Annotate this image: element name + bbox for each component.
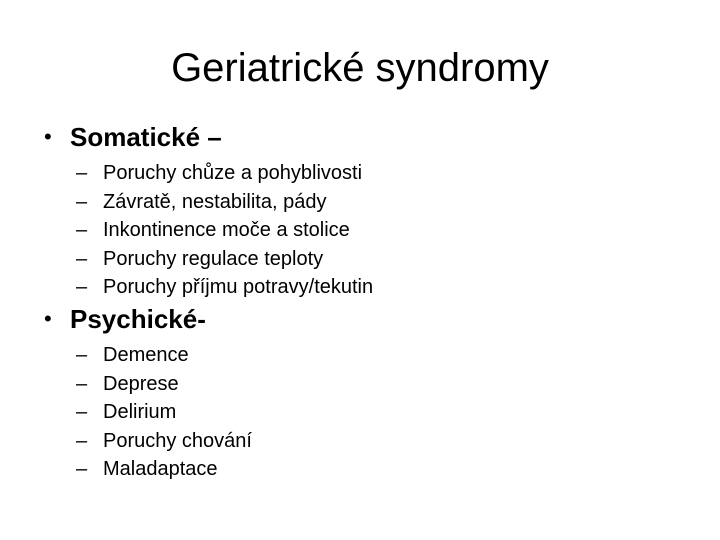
section-heading-label: Psychické- (70, 304, 206, 334)
section-heading (44, 121, 373, 153)
list-item (76, 398, 252, 427)
list-item (76, 370, 252, 399)
list-item (76, 273, 373, 302)
list-item (76, 188, 373, 217)
dash-icon: – (76, 372, 88, 395)
list-item-text: Poruchy chování (103, 429, 252, 452)
list-item-text: Poruchy příjmu potravy/tekutin (103, 276, 374, 298)
list-item (76, 341, 252, 370)
list-item-text: Delirium (103, 401, 177, 423)
list-item-text: Deprese (103, 372, 179, 395)
bullet-icon: • (44, 306, 52, 331)
list-item-text: Závratě, nestabilita, pády (103, 190, 327, 213)
section-heading (44, 303, 252, 335)
section-somaticke (44, 121, 373, 302)
list-item (76, 455, 252, 484)
dash-icon: – (76, 190, 88, 213)
section-psychicke (44, 303, 252, 484)
item-list (76, 341, 252, 484)
dash-icon: – (76, 162, 88, 184)
dash-icon: – (76, 401, 88, 423)
dash-icon: – (76, 276, 88, 298)
dash-icon: – (76, 458, 88, 480)
section-heading-label: Somatické – (70, 122, 222, 152)
item-list (76, 159, 373, 302)
dash-icon: – (76, 247, 88, 270)
bullet-icon: • (44, 124, 52, 149)
list-item (76, 216, 373, 245)
list-item-text: Poruchy chůze a pohyblivosti (103, 162, 363, 184)
dash-icon: – (76, 344, 88, 366)
slide-title: Geriatrické syndromy (171, 46, 549, 90)
list-item-text: Demence (103, 344, 189, 366)
list-item-text: Maladaptace (103, 458, 218, 480)
dash-icon: – (76, 219, 88, 241)
list-item (76, 427, 252, 456)
list-item (76, 245, 373, 274)
list-item-text: Poruchy regulace teploty (103, 247, 324, 270)
list-item (76, 159, 373, 188)
list-item-text: Inkontinence moče a stolice (103, 219, 350, 241)
dash-icon: – (76, 429, 88, 452)
